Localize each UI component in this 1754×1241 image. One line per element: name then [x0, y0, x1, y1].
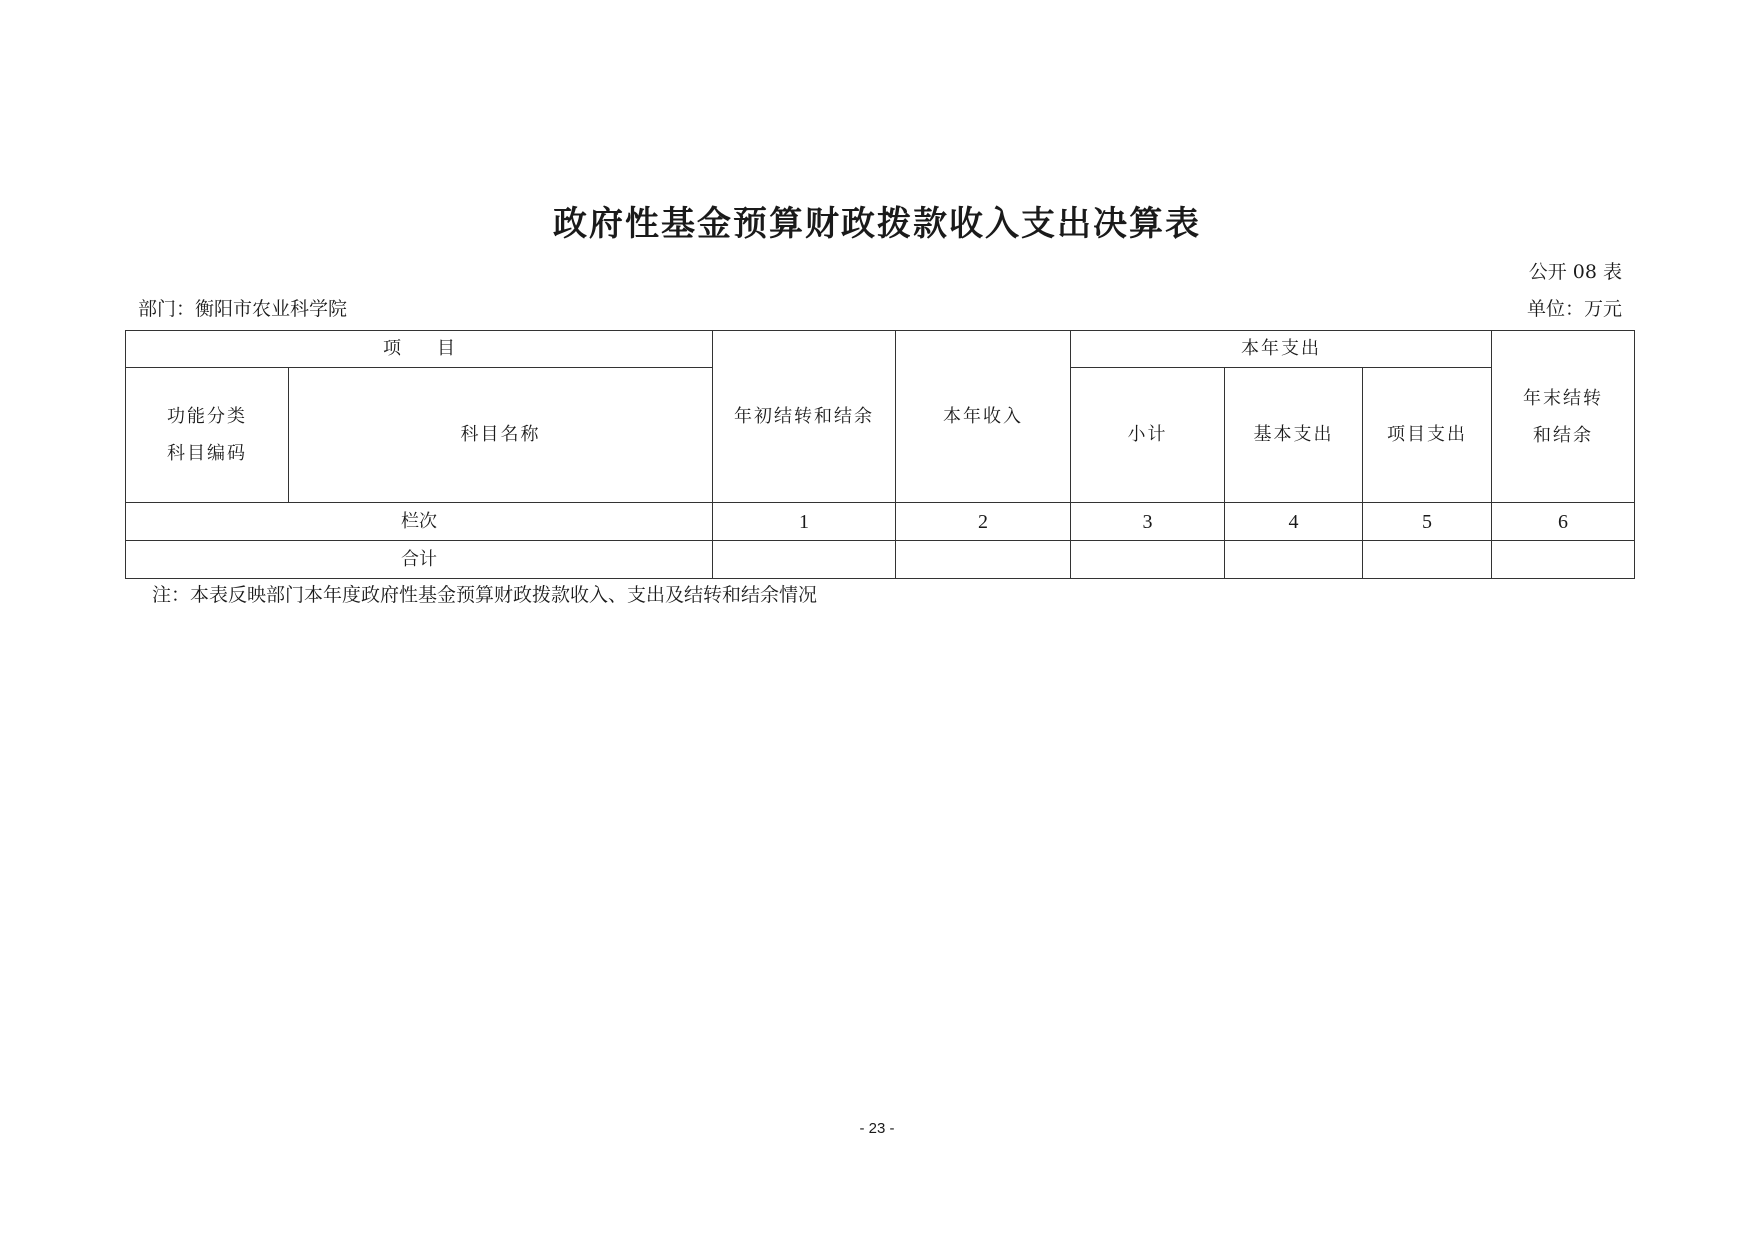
column-index-cell: 4: [1225, 503, 1363, 541]
header-subject-name: 科目名称: [289, 368, 713, 503]
header-code-line1: 功能分类: [167, 406, 247, 427]
page-number: - 23 -: [859, 1120, 895, 1137]
header-beginning-balance: 年初结转和结余: [713, 331, 896, 503]
total-cell: [1071, 541, 1225, 579]
header-basic-expenditure: 基本支出: [1225, 368, 1363, 503]
total-label: 合计: [126, 541, 713, 579]
department-label: 部门：衡阳市农业科学院: [138, 298, 348, 320]
total-row: [126, 541, 1635, 579]
column-index-cell: 6: [1492, 503, 1635, 541]
column-index-cell: 2: [896, 503, 1071, 541]
table-note: 注：本表反映部门本年度政府性基金预算财政拨款收入、支出及结转和结余情况: [152, 584, 818, 606]
total-cell: [1363, 541, 1492, 579]
unit-label: 单位：万元: [1526, 298, 1622, 320]
column-index-label: 栏次: [126, 503, 713, 541]
header-ending-balance: [1492, 331, 1635, 503]
header-current-income: 本年收入: [896, 331, 1071, 503]
header-subtotal: 小计: [1071, 368, 1225, 503]
column-index-cell: 3: [1071, 503, 1225, 541]
header-ending-line1: 年末结转: [1523, 387, 1603, 409]
header-project-expenditure: 项目支出: [1363, 368, 1492, 503]
total-cell: [1225, 541, 1363, 579]
column-index-cell: 5: [1363, 503, 1492, 541]
header-ending-line2: 和结余: [1533, 424, 1593, 446]
header-function-code: [126, 368, 289, 503]
header-item: 项 目: [126, 331, 713, 368]
total-cell: [1492, 541, 1635, 579]
form-number: 公开 08 表: [1528, 261, 1622, 283]
budget-table: [125, 330, 1635, 579]
header-code-line2: 科目编码: [167, 443, 247, 464]
header-row-1: [126, 331, 1635, 368]
total-cell: [713, 541, 896, 579]
total-cell: [896, 541, 1071, 579]
page-title: 政府性基金预算财政拨款收入支出决算表: [553, 204, 1201, 244]
header-current-expenditure: 本年支出: [1071, 331, 1492, 368]
column-index-row: [126, 503, 1635, 541]
column-index-cell: 1: [713, 503, 896, 541]
